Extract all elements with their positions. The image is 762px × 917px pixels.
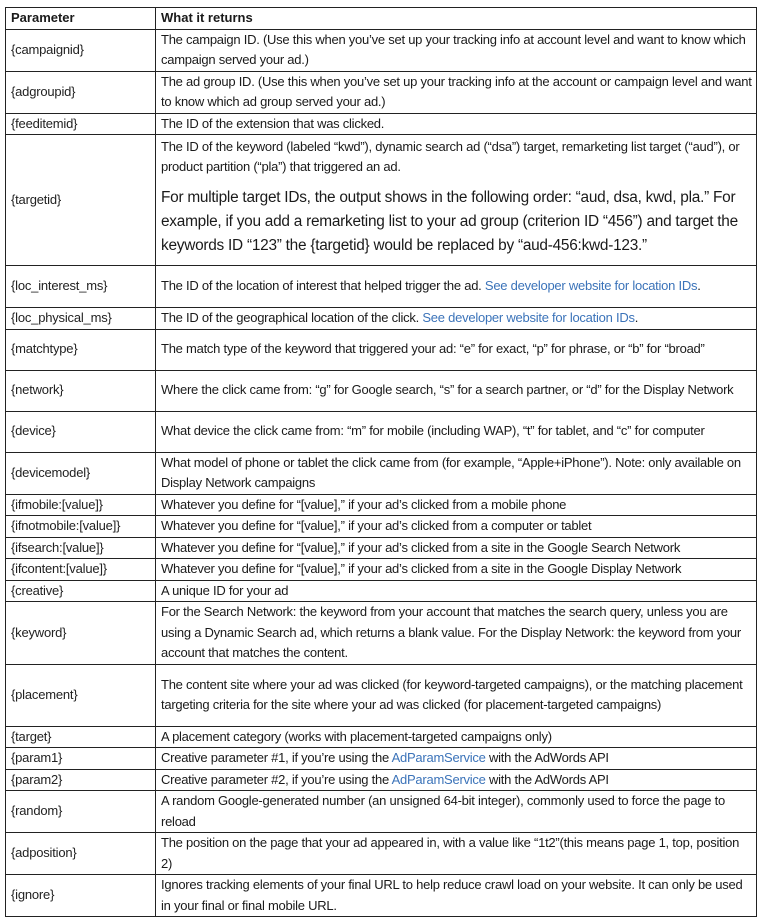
description-cell: Ignores tracking elements of your final URL to help reduce crawl load on your website. It can only be used in your final or final mobile URL. [156, 875, 757, 917]
adparamservice-link[interactable]: AdParamService [391, 750, 486, 765]
parameter-cell: {matchtype} [6, 329, 156, 370]
developer-website-link[interactable]: See developer website for location IDs [484, 278, 698, 294]
description-cell: Whatever you define for “[value],” if your ad’s clicked from a site in the Google Display Network [156, 559, 757, 581]
parameter-cell: {ifnotmobile:[value]} [6, 516, 156, 538]
description-cell: A placement category (works with placement-targeted campaigns only) [156, 726, 757, 748]
table-row [6, 135, 757, 266]
table-row [6, 726, 757, 748]
parameter-cell: {feeditemid} [6, 113, 156, 135]
parameter-cell: {device} [6, 411, 156, 452]
parameter-cell: {placement} [6, 664, 156, 726]
description-cell: The position on the page that your ad appeared in, with a value like “1t2”(this means page 1, top, position 2) [156, 833, 757, 875]
parameter-cell: {ignore} [6, 875, 156, 917]
description-cell [156, 266, 757, 308]
description-paragraph-large: For multiple target IDs, the output shows in the following order: “aud, dsa, kwd, pla.” For example, if you add a remarketing list to your ad group (criterion ID “456”) and target the keywords ID “123” the {targetid} would be replaced by “aud-456:kwd-123.” [161, 188, 738, 254]
developer-website-link[interactable]: See developer website for location IDs [422, 310, 635, 325]
parameter-cell: {keyword} [6, 602, 156, 665]
description-cell: The content site where your ad was clicked (for keyword-targeted campaigns), or the matching placement targeting criteria for the site where your ad was clicked (for placement-targeted campaigns) [156, 664, 757, 726]
description-text: Creative parameter #1, if you’re using the [161, 750, 392, 765]
description-cell [156, 135, 757, 266]
description-text-end: . [634, 310, 639, 325]
table-row [6, 559, 757, 581]
description-cell: What device the click came from: “m” for mobile (including WAP), “t” for tablet, and “c” for computer [156, 411, 757, 452]
description-cell [156, 748, 757, 770]
parameter-cell: {random} [6, 791, 156, 833]
column-header-what-it-returns: What it returns [156, 8, 757, 30]
description-cell [156, 769, 757, 791]
table-row [6, 113, 757, 135]
parameter-cell: {devicemodel} [6, 452, 156, 494]
parameter-cell: {loc_physical_ms} [6, 308, 156, 330]
parameter-cell: {target} [6, 726, 156, 748]
table-row [6, 494, 757, 516]
description-cell: Where the click came from: “g” for Google search, “s” for a search partner, or “d” for the Display Network [156, 370, 757, 411]
table-row [6, 537, 757, 559]
description-text: Creative parameter #2, if you’re using the [161, 771, 392, 787]
adparamservice-link[interactable]: AdParamService [391, 771, 486, 787]
parameter-cell: {adposition} [6, 833, 156, 875]
description-cell: Whatever you define for “[value],” if your ad’s clicked from a computer or tablet [156, 516, 757, 538]
parameter-cell: {creative} [6, 580, 156, 602]
column-header-parameter: Parameter [6, 8, 156, 30]
table-row [6, 329, 757, 370]
parameter-cell: {ifcontent:[value]} [6, 559, 156, 581]
parameter-cell: {campaignid} [6, 29, 156, 71]
table-row [6, 516, 757, 538]
table-row [6, 875, 757, 917]
table-row [6, 791, 757, 833]
table-row [6, 748, 757, 770]
parameter-cell: {param1} [6, 748, 156, 770]
table-row [6, 769, 757, 791]
description-cell: The campaign ID. (Use this when you’ve set up your tracking info at account level and want to know which campaign served your ad.) [156, 29, 757, 71]
table-header-row [6, 8, 757, 30]
description-cell: For the Search Network: the keyword from your account that matches the search query, unless you are using a Dynamic Search ad, which returns a blank value. For the Display Network: the keyword from your account that matches the content. [156, 602, 757, 665]
table-row [6, 370, 757, 411]
table-row [6, 602, 757, 665]
table-row [6, 833, 757, 875]
description-text-end: . [697, 278, 701, 294]
description-text: The ID of the geographical location of the click. [161, 310, 423, 325]
description-cell: Whatever you define for “[value],” if your ad’s clicked from a site in the Google Search Network [156, 537, 757, 559]
description-cell: Whatever you define for “[value],” if your ad’s clicked from a mobile phone [156, 494, 757, 516]
parameter-cell: {param2} [6, 769, 156, 791]
table-row [6, 308, 757, 330]
description-paragraph: The ID of the keyword (labeled “kwd”), dynamic search ad (“dsa”) target, remarketing list target (“aud”), or product partition (“pla”) that triggered an ad. [161, 138, 740, 174]
parameter-cell: {targetid} [6, 135, 156, 266]
parameter-cell: {adgroupid} [6, 71, 156, 113]
table-row [6, 71, 757, 113]
table-row [6, 266, 757, 308]
parameter-cell: {ifmobile:[value]} [6, 494, 156, 516]
description-text-end: with the AdWords API [485, 771, 609, 787]
table-row [6, 411, 757, 452]
table-row [6, 664, 757, 726]
description-cell: A random Google-generated number (an unsigned 64-bit integer), commonly used to force the page to reload [156, 791, 757, 833]
description-cell [156, 308, 757, 330]
table-row [6, 29, 757, 71]
parameters-table [5, 7, 757, 917]
description-text: The ID of the location of interest that helped trigger the ad. [161, 278, 485, 294]
parameter-cell: {network} [6, 370, 156, 411]
parameter-cell: {ifsearch:[value]} [6, 537, 156, 559]
description-cell: What model of phone or tablet the click came from (for example, “Apple+iPhone”). Note: only available on Display Network campaigns [156, 452, 757, 494]
parameter-cell: {loc_interest_ms} [6, 266, 156, 308]
table-row [6, 580, 757, 602]
description-cell: The match type of the keyword that triggered your ad: “e” for exact, “p” for phrase, or “b” for “broad” [156, 329, 757, 370]
table-row [6, 452, 757, 494]
description-cell: A unique ID for your ad [156, 580, 757, 602]
description-text-end: with the AdWords API [485, 750, 609, 765]
description-cell: The ID of the extension that was clicked. [156, 113, 757, 135]
description-cell: The ad group ID. (Use this when you’ve set up your tracking info at the account or campaign level and want to know which ad group served your ad.) [156, 71, 757, 113]
